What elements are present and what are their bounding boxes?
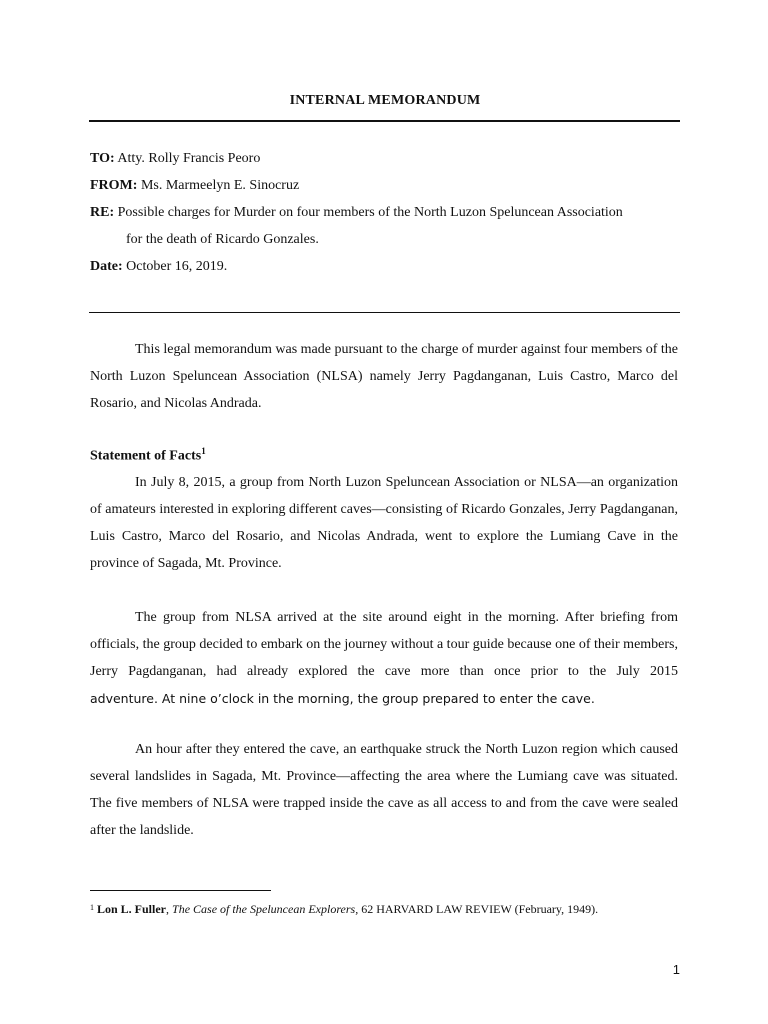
- re-value-line1: Possible charges for Murder on four members of the North Luzon Speluncean Association: [117, 205, 623, 220]
- date-value: October 16, 2019.: [126, 259, 228, 274]
- date-label: Date:: [90, 259, 123, 274]
- from-value: Ms. Marmeelyn E. Sinocruz: [140, 178, 300, 193]
- from-label: FROM:: [90, 178, 138, 193]
- footnote: [90, 900, 690, 917]
- footnote-citation: 62 HARVARD LAW REVIEW (February, 1949).: [358, 902, 599, 916]
- facts-paragraph-3: An hour after they entered the cave, an earthquake struck the North Luzon region which caused several landslides in Sagada, Mt. Province—affecting the area where the Lumiang cave was situated. The five members of NLSA were trapped inside the cave as all access to and from the cave were sealed after the landslide.: [90, 742, 678, 838]
- header-divider: [89, 312, 680, 313]
- facts-paragraph-2: [90, 604, 678, 685]
- re-label: RE:: [90, 205, 115, 220]
- footnote-author: Lon L. Fuller: [97, 902, 167, 916]
- facts-heading-text: Statement of Facts: [90, 448, 202, 464]
- re-line-continued: [90, 231, 726, 249]
- facts-paragraph-2-text: The group from NLSA arrived at the site around eight in the morning. After briefing from officials, the group decided to embark on the journey without a tour guide because one of their members, Jerry Pagdanganan, had already explored the cave more than once prior to the July 2015: [90, 610, 678, 679]
- page-number: 1: [672, 962, 680, 977]
- footnote-marker: 1: [90, 903, 94, 912]
- re-line: [90, 204, 690, 222]
- memo-title: INTERNAL MEMORANDUM: [289, 93, 481, 108]
- facts-paragraph-2-last-line: adventure. At nine o’clock in the morning, the group prepared to enter the cave.: [90, 691, 595, 706]
- footnote-comma: ,: [166, 902, 173, 916]
- facts-paragraph-1: In July 8, 2015, a group from North Luzon Speluncean Association or NLSA—an organization of amateurs interested in exploring different caves—consisting of Ricardo Gonzales, Jerry Pagdanganan, Luis Castro, Marco del Rosario, and Nicolas Andrada, went to explore the Lumiang Cave in the province of Sagada, Mt. Province.: [90, 475, 678, 571]
- to-label: TO:: [90, 151, 115, 166]
- facts-heading-footnote-ref: 1: [201, 446, 206, 456]
- to-value: Atty. Rolly Francis Peoro: [117, 151, 261, 166]
- to-line: [90, 150, 690, 168]
- intro-paragraph: This legal memorandum was made pursuant to the charge of murder against four members of the North Luzon Speluncean Association (NLSA) namely Jerry Pagdanganan, Luis Castro, Marco del Rosario, and Nicolas Andrada.: [90, 342, 678, 411]
- date-line: [90, 258, 690, 276]
- footnote-work: The Case of the Speluncean Explorers,: [172, 902, 359, 916]
- from-line: [90, 177, 690, 195]
- re-value-line2: for the death of Ricardo Gonzales.: [126, 232, 319, 247]
- facts-heading: [90, 446, 206, 465]
- title-divider: [89, 120, 680, 122]
- footnote-divider: [90, 890, 271, 891]
